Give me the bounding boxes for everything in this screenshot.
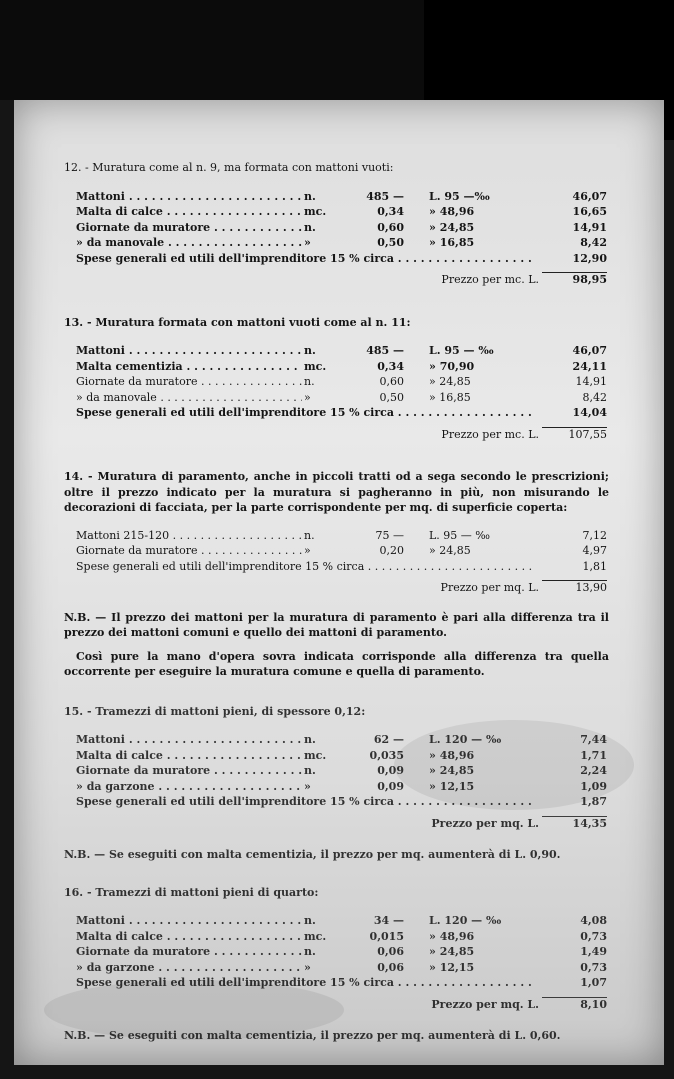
cost-row: Malta cementizia . . . mc. 0,34 » 70,90 24,11	[64, 359, 609, 375]
note-paragraph: Così pure la mano d'opera sovra indicata corrisponde alla differenza tra quella occorrente per eseguire la muratura comune e quella di paramento.	[64, 649, 609, 678]
section-12	[64, 160, 609, 288]
section-title: 16. - Tramezzi di mattoni pieni di quarto:	[64, 885, 319, 899]
overhead-row: Spese generali ed utili dell'imprenditore 15 % circa . . . 1,07	[64, 975, 609, 991]
cost-row: Giornate da muratore . . . n. 0,09 » 24,85 2,24	[64, 763, 609, 779]
total-row: Prezzo per mq. L. 13,90	[440, 581, 607, 594]
note-paragraph: N.B. — Il prezzo dei mattoni per la muratura di paramento è pari alla differenza tra il prezzo dei mattoni comuni e quello dei mattoni di paramento.	[64, 610, 609, 639]
cost-row: Malta di calce . . . mc. 0,015 » 48,96 0,73	[64, 929, 609, 945]
total-row: Prezzo per mc. L. 107,55	[441, 427, 607, 441]
total-row: Prezzo per mq. L. 14,35	[431, 816, 607, 830]
note-16: N.B. — Se eseguiti con malta cementizia, il prezzo per mq. aumenterà di L. 0,60.	[64, 1029, 561, 1042]
section-title: 12. - Muratura come al n. 9, ma formata con mattoni vuoti:	[64, 161, 394, 174]
overhead-row: Spese generali ed utili dell'imprenditore 15 % circa . . . 12,90	[64, 251, 609, 267]
overhead-row: Spese generali ed utili dell'imprenditore 15 % circa . . . 14,04	[64, 405, 609, 421]
cost-row: Mattoni . . . n. 34 — L. 120 — ‰ 4,08	[64, 913, 609, 929]
cost-row: Malta di calce . . . mc. 0,34 » 48,96 16,65	[64, 204, 609, 220]
price-list	[64, 160, 609, 1052]
cost-row: » da garzone . . . » 0,09 » 12,15 1,09	[64, 779, 609, 795]
note-block-14	[64, 610, 609, 680]
cost-row: » da manovale . . . » 0,50 » 16,85 8,42	[64, 390, 609, 406]
cost-row: Mattoni . . . n. 485 — L. 95 —‰ 46,07	[64, 189, 609, 205]
total-row: Prezzo per mc. L. 98,95	[441, 273, 607, 286]
cost-row: Mattoni . . . n. 62 — L. 120 — ‰ 7,44	[64, 732, 609, 748]
cost-row: Giornate da muratore . . . n. 0,60 » 24,85 14,91	[64, 220, 609, 236]
section-16	[64, 885, 609, 1013]
cost-row: Giornate da muratore . . . n. 0,60 » 24,85 14,91	[64, 374, 609, 390]
cost-row: Giornate da muratore . . . n. 0,06 » 24,85 1,49	[64, 944, 609, 960]
section-title: 15. - Tramezzi di mattoni pieni, di spessore 0,12:	[64, 704, 366, 718]
section-14	[64, 469, 609, 596]
section-title: 14. - Muratura di paramento, anche in piccoli tratti od a sega secondo le prescrizioni; oltre il prezzo indicato per la muratura si pagheranno in più, non misurando le decorazioni di facciata, per la parte corrispondente per mq. di superficie coperta:	[64, 470, 609, 514]
total-row: Prezzo per mq. L. 8,10	[431, 997, 607, 1011]
cost-row: » da garzone . . . » 0,06 » 12,15 0,73	[64, 960, 609, 976]
cost-row: Malta di calce . . . mc. 0,035 » 48,96 1,71	[64, 748, 609, 764]
overhead-row: Spese generali ed utili dell'imprenditore 15 % circa . . . 1,87	[64, 794, 609, 810]
cost-row: » da manovale . . . » 0,50 » 16,85 8,42	[64, 235, 609, 251]
section-title: 13. - Muratura formata con mattoni vuoti come al n. 11:	[64, 315, 411, 329]
section-13	[64, 315, 609, 443]
section-15	[64, 704, 609, 832]
document-page	[14, 100, 664, 1065]
cost-row: Mattoni . . . n. 485 — L. 95 — ‰ 46,07	[64, 343, 609, 359]
overhead-row: Spese generali ed utili dell'imprenditore 15 % circa . . . 1,81	[64, 559, 609, 575]
cost-row: Giornate da muratore . . . » 0,20 » 24,85 4,97	[64, 543, 609, 559]
note-15: N.B. — Se eseguiti con malta cementizia, il prezzo per mq. aumenterà di L. 0,90.	[64, 848, 561, 861]
cost-row: Mattoni 215-120 . . . n. 75 — L. 95 — ‰ 7,12	[64, 528, 609, 544]
